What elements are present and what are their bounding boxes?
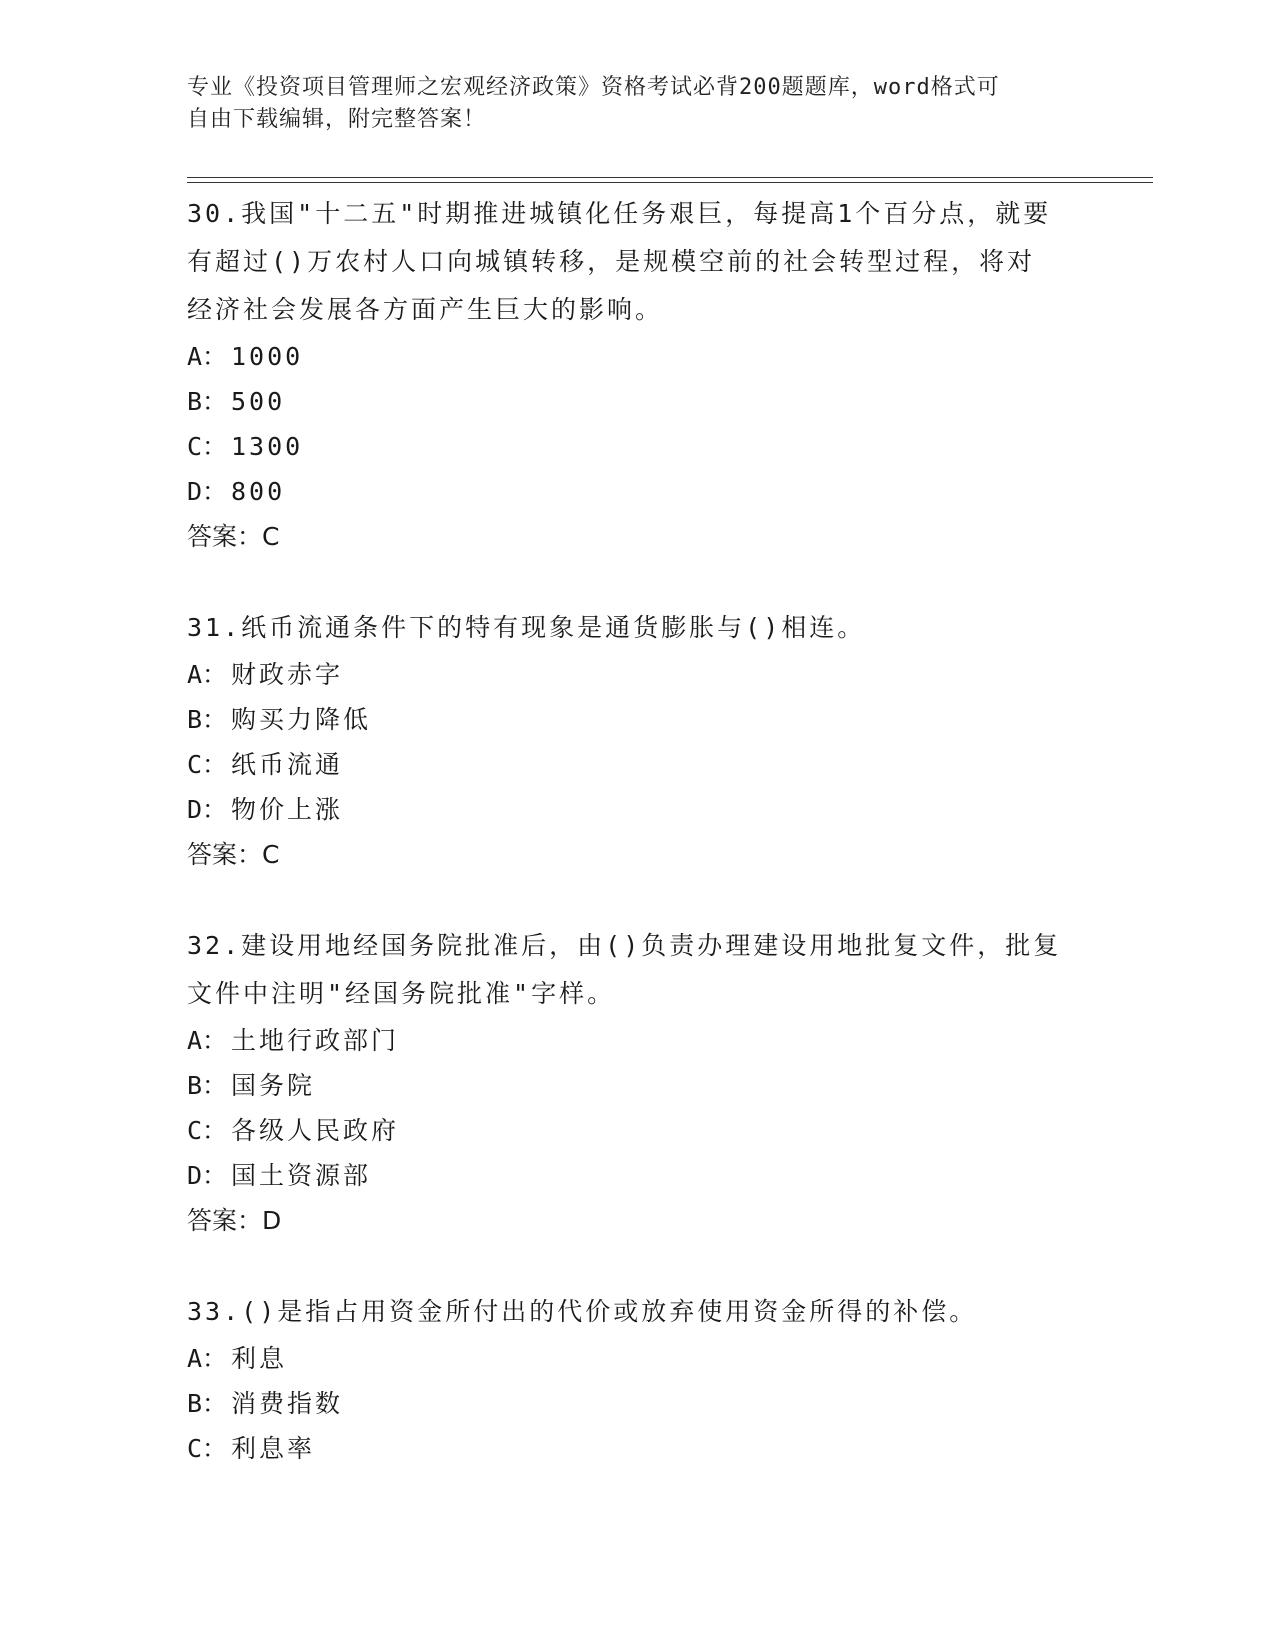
document-header bbox=[187, 72, 1067, 136]
option-text: 800 bbox=[231, 477, 286, 506]
option-key: C： bbox=[187, 1434, 228, 1463]
answer-option bbox=[187, 1426, 1087, 1471]
option-key: C： bbox=[187, 432, 228, 461]
question-stem-line: 31.纸币流通条件下的特有现象是通货膨胀与()相连。 bbox=[187, 613, 866, 642]
answer-option bbox=[187, 787, 1087, 832]
answer-option bbox=[187, 1108, 1087, 1153]
question-stem-line: 33.()是指占用资金所付出的代价或放弃使用资金所得的补偿。 bbox=[187, 1297, 978, 1326]
header-line-2: 自由下载编辑，附完整答案！ bbox=[187, 107, 487, 132]
option-text: 1300 bbox=[231, 432, 304, 461]
question-stem-line: 32.建设用地经国务院批准后，由()负责办理建设用地批复文件，批复 bbox=[187, 931, 1062, 960]
answer-value: D bbox=[262, 1206, 282, 1235]
question-stem-line: 30.我国"十二五"时期推进城镇化任务艰巨，每提高1个百分点，就要 bbox=[187, 199, 1052, 228]
question-item bbox=[187, 604, 1087, 878]
question-stem-line: 文件中注明"经国务院批准"字样。 bbox=[187, 979, 616, 1008]
question-stem-line: 经济社会发展各方面产生巨大的影响。 bbox=[187, 295, 664, 324]
answer-option bbox=[187, 334, 1087, 379]
option-text: 纸币流通 bbox=[231, 750, 344, 779]
answer-option bbox=[187, 1018, 1087, 1063]
option-text: 财政赤字 bbox=[231, 660, 344, 689]
option-text: 购买力降低 bbox=[231, 705, 372, 734]
answer-option bbox=[187, 379, 1087, 424]
option-text: 土地行政部门 bbox=[231, 1026, 400, 1055]
answer-label: 答案： bbox=[187, 840, 263, 869]
option-text: 国土资源部 bbox=[231, 1161, 372, 1190]
question-item bbox=[187, 1288, 1087, 1471]
option-key: D： bbox=[187, 1161, 228, 1190]
answer-option bbox=[187, 1153, 1087, 1198]
answer-label: 答案： bbox=[187, 522, 263, 551]
answer-option bbox=[187, 697, 1087, 742]
answer-option bbox=[187, 742, 1087, 787]
option-key: D： bbox=[187, 477, 228, 506]
answer-label: 答案： bbox=[187, 1206, 263, 1235]
option-key: B： bbox=[187, 1071, 228, 1100]
answer-value: C bbox=[262, 522, 280, 551]
option-text: 消费指数 bbox=[231, 1389, 344, 1418]
answer-value: C bbox=[262, 840, 280, 869]
option-text: 国务院 bbox=[231, 1071, 316, 1100]
option-key: C： bbox=[187, 1116, 228, 1145]
option-key: D： bbox=[187, 795, 228, 824]
option-key: A： bbox=[187, 342, 228, 371]
option-text: 利息率 bbox=[231, 1434, 316, 1463]
option-key: B： bbox=[187, 705, 228, 734]
answer-option bbox=[187, 652, 1087, 697]
answer-option bbox=[187, 1063, 1087, 1108]
header-line-1: 专业《投资项目管理师之宏观经济政策》资格考试必背200题题库，word格式可 bbox=[187, 75, 1000, 100]
answer-option bbox=[187, 469, 1087, 514]
option-text: 500 bbox=[231, 387, 286, 416]
option-key: A： bbox=[187, 660, 228, 689]
option-key: C： bbox=[187, 750, 228, 779]
option-text: 各级人民政府 bbox=[231, 1116, 400, 1145]
option-key: A： bbox=[187, 1344, 228, 1373]
question-stem-line: 有超过()万农村人口向城镇转移，是规模空前的社会转型过程，将对 bbox=[187, 247, 1036, 276]
question-list bbox=[187, 190, 1087, 1515]
header-divider-bottom bbox=[187, 182, 1153, 183]
answer-option bbox=[187, 1381, 1087, 1426]
header-divider-top bbox=[187, 177, 1153, 178]
answer-option bbox=[187, 424, 1087, 469]
correct-answer bbox=[187, 1198, 1087, 1244]
question-item bbox=[187, 922, 1087, 1244]
option-text: 1000 bbox=[231, 342, 304, 371]
option-key: B： bbox=[187, 1389, 228, 1418]
correct-answer bbox=[187, 514, 1087, 560]
option-key: B： bbox=[187, 387, 228, 416]
option-text: 利息 bbox=[231, 1344, 288, 1373]
correct-answer bbox=[187, 832, 1087, 878]
question-item bbox=[187, 190, 1087, 560]
option-text: 物价上涨 bbox=[231, 795, 344, 824]
answer-option bbox=[187, 1336, 1087, 1381]
option-key: A： bbox=[187, 1026, 228, 1055]
